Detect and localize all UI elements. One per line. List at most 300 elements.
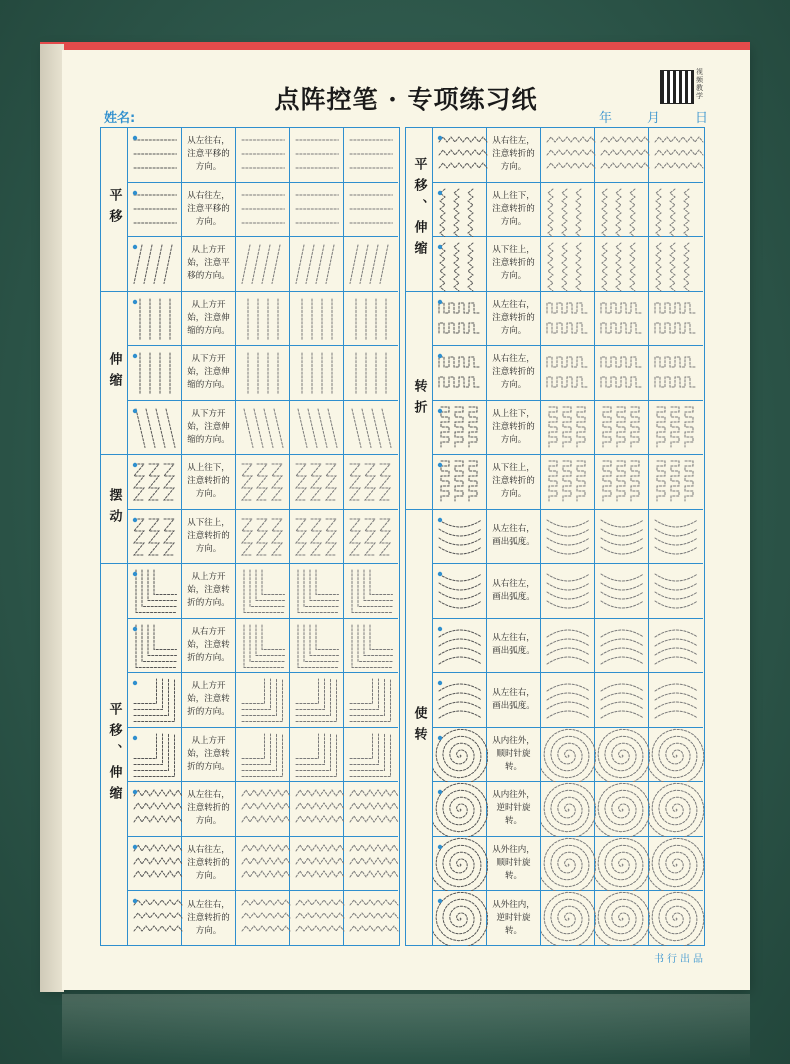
left-row-1-practice-cell [344,183,398,237]
instruction-text: 从内往外，逆时针旋转。 [492,790,535,827]
right-row-12-example-cell [433,782,487,836]
left-row-9-instruction-cell [182,619,236,673]
left-row-9 [128,619,398,674]
start-dot-icon [133,517,137,521]
instruction-text: 从左往右，注意平移的方向。 [187,136,230,173]
right-row-8 [433,564,703,619]
right-row-12-practice-cell [649,782,703,836]
corner_br-pattern-icon [344,673,399,728]
left-row-7-instruction-cell [182,510,236,564]
right-row-8-example-cell [433,564,487,618]
zigzag-pattern-icon [344,837,399,892]
right-row-1-practice-cell [595,183,649,237]
name-label: 姓名: [104,111,136,126]
corner_tl-pattern-icon [128,619,183,674]
corner_br-pattern-icon [236,673,291,728]
spiral-pattern-icon [649,728,704,783]
left-row-0-instruction-cell [182,128,236,182]
instruction-text: 从右往左，画出弧度。 [492,578,535,602]
hlines-pattern-icon [128,183,183,238]
arc_down-pattern-icon [541,510,596,565]
left-practice-panel [100,127,400,946]
square-pattern-icon [595,292,650,347]
right-row-11-practice-cell [595,728,649,782]
left-category-1 [101,292,128,456]
right-row-9-practice-cell [595,619,649,673]
right-row-12-practice-cell [541,782,595,836]
vzigzag-pattern-icon [595,183,650,238]
left-row-1 [128,183,398,238]
wave-pattern-icon [595,128,650,183]
left-row-6-example-cell [128,455,182,509]
arc_down-pattern-icon [595,510,650,565]
right-row-6-instruction-cell [487,455,541,509]
worksheet-title: 点阵控笔 · 专项练习纸 [274,85,538,114]
vsquare-pattern-icon [541,455,596,510]
corner_tl-pattern-icon [236,619,291,674]
start-dot-icon [438,517,442,521]
vsquare-pattern-icon [649,401,704,456]
right-row-7-instruction-cell [487,510,541,564]
zz-pattern-icon [236,455,291,510]
vzigzag-pattern-icon [433,183,488,238]
right-row-1-practice-cell [649,183,703,237]
left-row-0-practice-cell [236,128,290,182]
vlines-pattern-icon [236,346,291,401]
vsquare-pattern-icon [541,401,596,456]
start-dot-icon [133,408,137,412]
instruction-text: 从内往外，顺时针旋转。 [492,735,535,772]
right-row-3 [433,292,703,347]
corner_br-pattern-icon [290,673,345,728]
right-row-4-practice-cell [649,346,703,400]
arc_down-pattern-icon [649,510,704,565]
right-row-0-practice-cell [595,128,649,182]
corner_tl-pattern-icon [290,619,345,674]
right-row-7-practice-cell [595,510,649,564]
left-row-4 [128,346,398,401]
arc_up-pattern-icon [433,673,488,728]
left-row-5-instruction-cell [182,401,236,455]
left-row-7-example-cell [128,510,182,564]
spiral-pattern-icon [595,891,650,946]
sheet-reflection [62,994,750,1064]
instruction-text: 从上往下，注意转折的方向。 [492,408,535,445]
right-category-2 [406,510,433,946]
wave-pattern-icon [128,891,183,946]
right-row-5-instruction-cell [487,401,541,455]
left-row-5-practice-cell [344,401,398,455]
start-dot-icon [133,572,137,576]
right-row-9 [433,619,703,674]
right-row-2-instruction-cell [487,237,541,291]
vlines-pattern-icon [128,346,183,401]
arc_down-pattern-icon [595,564,650,619]
right-row-6-practice-cell [595,455,649,509]
instruction-text: 从右往左，注意转折的方向。 [492,354,535,391]
left-row-12-instruction-cell [182,782,236,836]
left-category-label: 摆动 [106,488,122,530]
instruction-text: 从下方开始，注意伸缩的方向。 [187,354,230,391]
start-dot-icon [438,681,442,685]
start-dot-icon [438,899,442,903]
right-row-6-example-cell [433,455,487,509]
left-row-0-practice-cell [344,128,398,182]
sheet-side-edge [40,44,64,992]
left-row-4-practice-cell [236,346,290,400]
left-row-11-example-cell [128,728,182,782]
spiral-pattern-icon [649,782,704,837]
start-dot-icon [133,790,137,794]
instruction-text: 从上方开始，注意转折的方向。 [187,681,230,718]
left-row-11 [128,728,398,783]
slant-pattern-icon [128,237,183,292]
hlines-pattern-icon [344,183,399,238]
slant-pattern-icon [236,237,291,292]
zz-pattern-icon [290,455,345,510]
right-category-1 [406,292,433,510]
left-row-5-example-cell [128,401,182,455]
instruction-text: 从外往内，逆时针旋转。 [492,899,535,936]
right-row-2-practice-cell [541,237,595,291]
start-dot-icon [133,899,137,903]
left-row-6-practice-cell [290,455,344,509]
right-row-13 [433,837,703,892]
left-row-8-practice-cell [290,564,344,618]
right-row-3-practice-cell [649,292,703,346]
instruction-text: 从右方开始，注意转折的方向。 [187,626,230,663]
left-row-13-instruction-cell [182,837,236,891]
square-pattern-icon [649,346,704,401]
left-row-13-practice-cell [344,837,398,891]
vsquare-pattern-icon [595,455,650,510]
arc_down-pattern-icon [541,564,596,619]
left-row-6-practice-cell [236,455,290,509]
left-row-14-practice-cell [236,891,290,946]
start-dot-icon [438,190,442,194]
right-row-0-practice-cell [649,128,703,182]
corner_tl-pattern-icon [128,564,183,619]
wave-pattern-icon [344,891,399,946]
instruction-text: 从左往右，画出弧度。 [492,633,535,657]
arc_up-pattern-icon [595,619,650,674]
right-row-1-example-cell [433,183,487,237]
right-row-13-practice-cell [541,837,595,891]
left-row-5-practice-cell [290,401,344,455]
right-row-12-practice-cell [595,782,649,836]
spiral-pattern-icon [433,837,488,892]
instruction-text: 从下方开始，注意伸缩的方向。 [187,408,230,445]
zz-pattern-icon [128,455,183,510]
left-row-3-practice-cell [344,292,398,346]
instruction-text: 从右往左，注意平移的方向。 [187,190,230,227]
left-category-0 [101,128,128,292]
left-category-3 [101,564,128,946]
start-dot-icon [438,572,442,576]
right-row-11-instruction-cell [487,728,541,782]
left-row-8-instruction-cell [182,564,236,618]
right-row-12-instruction-cell [487,782,541,836]
date-day-label: 日 [695,111,709,126]
right-category-label: 平移、伸缩 [411,156,427,262]
wave-pattern-icon [541,128,596,183]
left-category-2 [101,455,128,564]
left-row-3-example-cell [128,292,182,346]
zigzag-pattern-icon [290,837,345,892]
left-row-7 [128,510,398,565]
right-practice-panel [405,127,705,946]
left-row-6-instruction-cell [182,455,236,509]
sheet-top-band [40,42,750,50]
right-row-5 [433,401,703,456]
zigzag-pattern-icon [344,782,399,837]
left-row-2-practice-cell [344,237,398,291]
backslant-pattern-icon [128,401,183,456]
right-row-1 [433,183,703,238]
right-row-14-example-cell [433,891,487,946]
vzigzag-pattern-icon [595,237,650,292]
worksheet [62,50,750,990]
zigzag-pattern-icon [236,837,291,892]
corner_br-pattern-icon [290,728,345,783]
vlines-pattern-icon [236,292,291,347]
right-row-8-practice-cell [595,564,649,618]
qr-code-icon [660,70,694,104]
spiral-pattern-icon [541,728,596,783]
left-row-12-practice-cell [290,782,344,836]
right-row-10-instruction-cell [487,673,541,727]
instruction-text: 从右往左，注意转折的方向。 [187,844,230,881]
square-pattern-icon [541,292,596,347]
left-row-13 [128,837,398,892]
arc_up-pattern-icon [433,619,488,674]
start-dot-icon [133,245,137,249]
hlines-pattern-icon [344,128,399,183]
right-row-14 [433,891,703,946]
start-dot-icon [133,354,137,358]
left-row-10 [128,673,398,728]
left-row-7-practice-cell [344,510,398,564]
square-pattern-icon [541,346,596,401]
left-row-7-practice-cell [290,510,344,564]
right-row-2-example-cell [433,237,487,291]
left-row-8 [128,564,398,619]
zigzag-pattern-icon [236,782,291,837]
right-row-4-instruction-cell [487,346,541,400]
spiral-pattern-icon [595,837,650,892]
left-row-2-instruction-cell [182,237,236,291]
spiral-pattern-icon [541,891,596,946]
right-row-13-practice-cell [649,837,703,891]
left-category-label: 平移 [106,188,122,231]
vsquare-pattern-icon [595,401,650,456]
right-category-label: 转折 [411,379,427,421]
right-row-2-practice-cell [595,237,649,291]
instruction-text: 从左往右，注意转折的方向。 [187,790,230,827]
instruction-text: 从下往上，注意转折的方向。 [187,517,230,554]
wave-pattern-icon [236,891,291,946]
left-row-9-practice-cell [344,619,398,673]
zz-pattern-icon [344,455,399,510]
right-row-12 [433,782,703,837]
start-dot-icon [133,463,137,467]
arc_up-pattern-icon [649,673,704,728]
instruction-text: 从左往右，画出弧度。 [492,687,535,711]
right-row-5-practice-cell [595,401,649,455]
start-dot-icon [133,626,137,630]
corner_br-pattern-icon [344,728,399,783]
right-row-7-practice-cell [649,510,703,564]
spiral-pattern-icon [433,782,488,837]
instruction-text: 从上方开始，注意平移的方向。 [187,245,230,282]
square-pattern-icon [433,346,488,401]
left-row-10-practice-cell [236,673,290,727]
qr-label: 视频教学 [696,68,703,100]
left-row-12-practice-cell [236,782,290,836]
instruction-text: 从左往右，画出弧度。 [492,524,535,548]
vsquare-pattern-icon [649,455,704,510]
left-row-3 [128,292,398,347]
arc_down-pattern-icon [649,564,704,619]
right-row-10-practice-cell [649,673,703,727]
zz-pattern-icon [128,510,183,565]
left-row-8-example-cell [128,564,182,618]
vsquare-pattern-icon [433,401,488,456]
left-row-1-instruction-cell [182,183,236,237]
zz-pattern-icon [344,510,399,565]
right-row-3-example-cell [433,292,487,346]
vzigzag-pattern-icon [433,237,488,292]
corner_tl-pattern-icon [344,619,399,674]
backslant-pattern-icon [290,401,345,456]
left-row-3-practice-cell [290,292,344,346]
right-row-10 [433,673,703,728]
left-row-13-practice-cell [290,837,344,891]
instruction-text: 从上往下，注意转折的方向。 [187,463,230,500]
zz-pattern-icon [290,510,345,565]
right-row-4-practice-cell [595,346,649,400]
left-row-6 [128,455,398,510]
publisher-footer: 书行出品 [654,954,706,965]
vlines-pattern-icon [344,346,399,401]
vlines-pattern-icon [344,292,399,347]
left-row-10-example-cell [128,673,182,727]
left-row-5 [128,401,398,456]
instruction-text: 从上方开始，注意转折的方向。 [187,735,230,772]
corner_tl-pattern-icon [344,564,399,619]
right-row-14-practice-cell [541,891,595,946]
right-row-3-practice-cell [595,292,649,346]
right-category-label: 使转 [411,706,427,748]
instruction-text: 从右往左，注意转折的方向。 [492,136,535,173]
slant-pattern-icon [344,237,399,292]
instruction-text: 从左往右，注意转折的方向。 [492,299,535,336]
right-row-2-practice-cell [649,237,703,291]
arc_up-pattern-icon [595,673,650,728]
right-row-8-practice-cell [649,564,703,618]
corner_br-pattern-icon [128,673,183,728]
left-row-14-example-cell [128,891,182,946]
start-dot-icon [133,735,137,739]
start-dot-icon [133,844,137,848]
right-row-1-practice-cell [541,183,595,237]
left-row-12-example-cell [128,782,182,836]
right-row-4 [433,346,703,401]
square-pattern-icon [595,346,650,401]
right-row-7-example-cell [433,510,487,564]
hlines-pattern-icon [290,183,345,238]
start-dot-icon [438,245,442,249]
hlines-pattern-icon [236,128,291,183]
left-row-10-practice-cell [290,673,344,727]
left-row-4-practice-cell [344,346,398,400]
left-row-4-practice-cell [290,346,344,400]
left-row-0-example-cell [128,128,182,182]
left-row-14 [128,891,398,946]
vzigzag-pattern-icon [649,183,704,238]
spiral-pattern-icon [595,728,650,783]
hlines-pattern-icon [128,128,183,183]
instruction-text: 从上往下，注意转折的方向。 [492,190,535,227]
right-row-13-example-cell [433,837,487,891]
date-year-label: 年 [599,111,613,126]
left-row-10-instruction-cell [182,673,236,727]
right-row-6 [433,455,703,510]
left-row-3-practice-cell [236,292,290,346]
right-category-0 [406,128,433,292]
left-row-5-practice-cell [236,401,290,455]
start-dot-icon [438,136,442,140]
slant-pattern-icon [290,237,345,292]
instruction-text: 从上方开始，注意伸缩的方向。 [187,299,230,336]
arc_down-pattern-icon [433,510,488,565]
wave-pattern-icon [290,891,345,946]
spiral-pattern-icon [541,782,596,837]
zigzag-pattern-icon [128,837,183,892]
right-row-0 [433,128,703,183]
left-row-11-practice-cell [236,728,290,782]
corner_tl-pattern-icon [236,564,291,619]
start-dot-icon [133,136,137,140]
right-row-2 [433,237,703,292]
instruction-text: 从下往上，注意转折的方向。 [492,463,535,500]
left-category-label: 伸缩 [106,351,122,394]
right-row-10-practice-cell [541,673,595,727]
start-dot-icon [438,790,442,794]
left-row-1-example-cell [128,183,182,237]
instruction-text: 从外往内，顺时针旋转。 [492,844,535,881]
right-row-1-instruction-cell [487,183,541,237]
left-row-9-practice-cell [290,619,344,673]
right-row-7-practice-cell [541,510,595,564]
square-pattern-icon [649,292,704,347]
right-row-9-practice-cell [649,619,703,673]
date-month-label: 月 [647,111,661,126]
start-dot-icon [438,354,442,358]
vlines-pattern-icon [128,292,183,347]
left-row-2 [128,237,398,292]
arc_up-pattern-icon [541,673,596,728]
start-dot-icon [438,408,442,412]
corner_br-pattern-icon [128,728,183,783]
right-row-6-practice-cell [649,455,703,509]
right-row-0-practice-cell [541,128,595,182]
corner_br-pattern-icon [236,728,291,783]
left-row-14-practice-cell [344,891,398,946]
start-dot-icon [438,463,442,467]
spiral-pattern-icon [433,891,488,946]
right-row-3-practice-cell [541,292,595,346]
